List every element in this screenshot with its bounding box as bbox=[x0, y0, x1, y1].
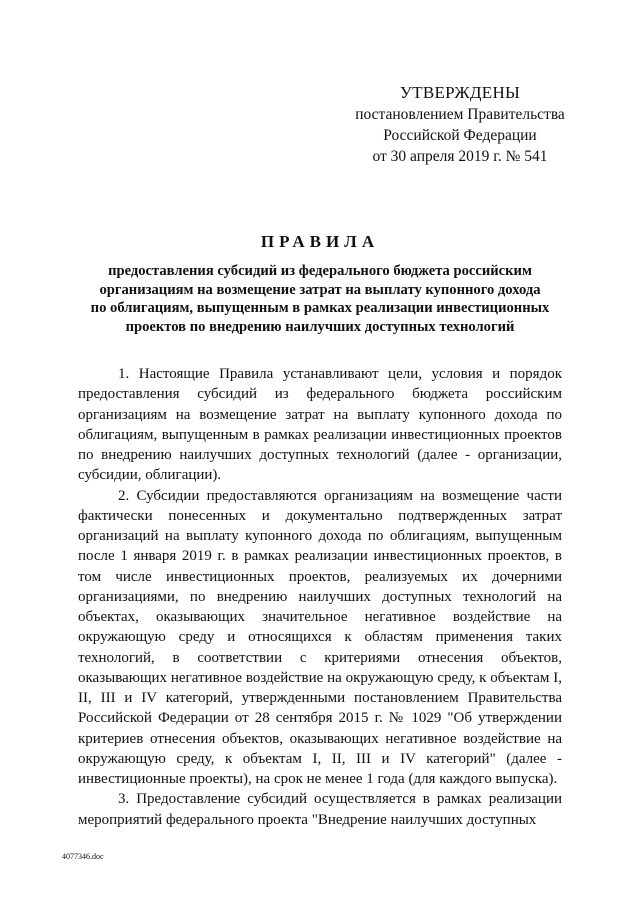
paragraph-1: 1. Настоящие Правила устанавливают цели, условия и порядок предоставления субсидий из федерального бюджета российским организациям на возмещение затрат на выплату купонного дохода по облигациям, выпущенным в рамках реализации инвестиционных проектов по внедрению наилучших доступных технологий (далее - организации, субсидии, облигации). bbox=[78, 366, 562, 484]
approval-block bbox=[340, 82, 580, 167]
subtitle-line: организациям на возмещение затрат на выплату купонного дохода bbox=[99, 281, 541, 298]
file-name-footer: 4077346.doc bbox=[62, 852, 104, 861]
paragraph-3: 3. Предоставление субсидий осуществляется в рамках реализации мероприятий федерального проекта "Внедрение наилучших доступных bbox=[78, 791, 562, 828]
approval-line-3: от 30 апреля 2019 г. № 541 bbox=[372, 148, 548, 165]
document-title: ПРАВИЛА bbox=[260, 232, 380, 251]
approval-heading: УТВЕРЖДЕНЫ bbox=[399, 83, 521, 102]
subtitle-line: проектов по внедрению наилучших доступных технологий bbox=[125, 318, 515, 335]
subtitle-line: по облигациям, выпущенным в рамках реализации инвестиционных bbox=[90, 300, 550, 316]
subtitle-line: предоставления субсидий из федерального бюджета российским bbox=[108, 263, 532, 279]
document-body bbox=[78, 364, 562, 830]
document-subtitle bbox=[78, 262, 562, 336]
approval-line-2: Российской Федерации bbox=[383, 127, 537, 144]
paragraph-2: 2. Субсидии предоставляются организациям на возмещение части фактически понесенных и документально подтвержденных затрат организаций на выплату купонного дохода по облигациям, выпущенным после 1 января 2019 г. в рамках реализации инвестиционных проектов, в том числе инвестиционных проектов, реализуемых их дочерними организациями, по внедрению наилучших доступных технологий на объектах, оказывающих значительное негативное воздействие на окружающую среду и относящихся к областям применения таких технологий, в соответствии с критериями отнесения объектов, оказывающих негативное воздействие на окружающую среду, к объектам I, II, III и IV категорий, утвержденными постановлением Правительства Российской Федерации от 28 сентября 2015 г. № 1029 "Об утверждении критериев отнесения объектов, оказывающих негативное воздействие на окружающую среду, к объектам I, II, III и IV категорий" (далее - инвестиционные проекты), на срок не менее 1 года (для каждого выпуска). bbox=[78, 487, 562, 787]
approval-line-1: постановлением Правительства bbox=[355, 106, 565, 123]
